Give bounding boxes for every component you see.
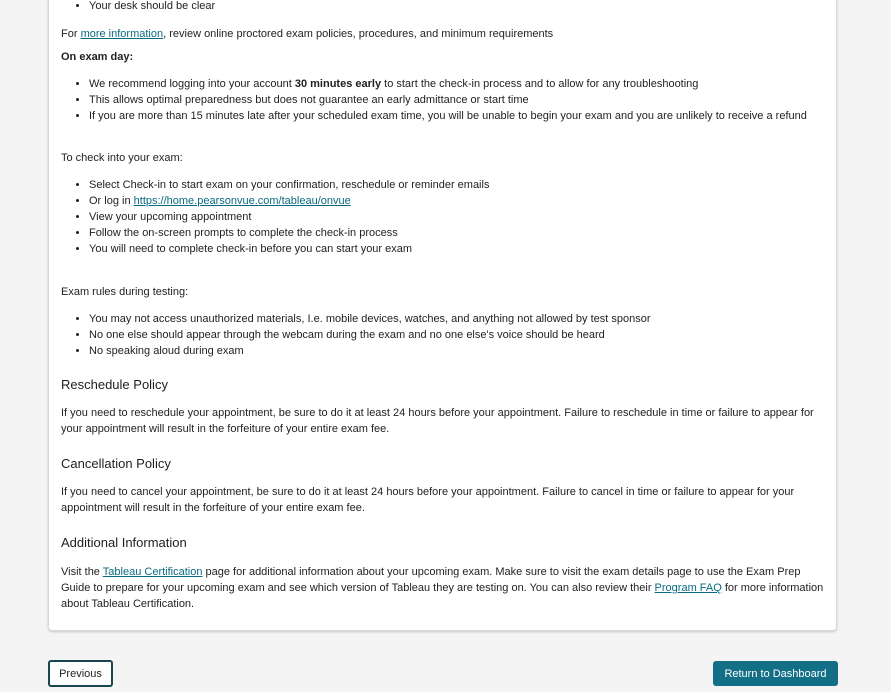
list-item: • If you are more than 15 minutes late after your scheduled exam time, you will be unable to begin your exam and you are unlikely to receive a refund [89,108,854,124]
exam-rules-heading: Exam rules during testing: [61,286,189,298]
list-item [89,76,854,92]
exam-day-item1-tail: to start the check-in process and to allow for any troubleshooting [381,78,699,90]
list-item: • No speaking aloud during exam [89,343,854,359]
tableau-certification-link[interactable]: Tableau Certification [102,566,203,578]
list-item: • You will need to complete check-in before you can start your exam [89,241,854,257]
list-item [89,193,854,209]
check-in-login-text: Or log in [89,195,134,207]
additional-information-text [61,564,826,612]
list-item: • This allows optimal preparedness but does not guarantee an early admittance or start time [89,92,854,108]
exam-rules-list [61,311,854,359]
exam-day-heading: On exam day: [61,51,134,63]
exam-day-item1-emphasis: 30 minutes early [294,78,382,90]
check-in-list [61,177,854,257]
more-info-line [61,26,826,42]
list-item: • Follow the on-screen prompts to complete the check-in process [89,225,854,241]
check-in-heading: To check into your exam: [61,152,183,164]
list-item: • No one else should appear through the webcam during the exam and no one else's voice should be heard [89,327,854,343]
reschedule-policy-text: If you need to reschedule your appointment, be sure to do it at least 24 hours before your appointment. Failure to reschedule in time or failure to appear for your appointment will result in the forfeiture of your entire exam fee. [61,407,814,435]
reschedule-policy-heading: Reschedule Policy [61,377,168,392]
list-item: • Select Check-in to start exam on your confirmation, reschedule or reminder emails [89,177,854,193]
more-info-suffix: , review online proctored exam policies, procedures, and minimum requirements [163,28,554,40]
additional-information-heading: Additional Information [61,535,187,550]
onvue-login-link[interactable]: https://home.pearsonvue.com/tableau/onvue [133,195,351,207]
program-faq-link[interactable]: Program FAQ [654,582,722,594]
cancellation-policy-heading: Cancellation Policy [61,456,171,471]
additional-info-prefix: Visit the [61,566,103,578]
previous-button[interactable]: Previous [48,660,113,687]
list-item: • Your desk should be clear [89,0,854,14]
cancellation-policy-text: If you need to cancel your appointment, be sure to do it at least 24 hours before your appointment. Failure to cancel in time or failure to appear for your appointment will result in the forfeiture of your entire exam fee. [61,486,795,514]
additional-info-suffix: for more information about Tableau Certification. [61,582,824,610]
requirements-list [61,0,854,14]
list-item: • You may not access unauthorized materials, I.e. mobile devices, watches, and anything not allowed by test sponsor [89,311,854,327]
more-information-link[interactable]: more information [80,28,164,40]
exam-day-item1-text: We recommend logging into your account [89,78,295,90]
exam-info-card [48,0,837,631]
additional-info-body: page for additional information about your upcoming exam. Make sure to visit the exam details page to use the Exam Prep Guide to prepare for your upcoming exam and see which version of Tableau they are testing on. You can also review their [61,566,801,594]
more-info-prefix: For [61,28,81,40]
list-item: • View your upcoming appointment [89,209,854,225]
return-to-dashboard-button[interactable]: Return to Dashboard [713,661,838,686]
exam-day-list [61,76,854,124]
